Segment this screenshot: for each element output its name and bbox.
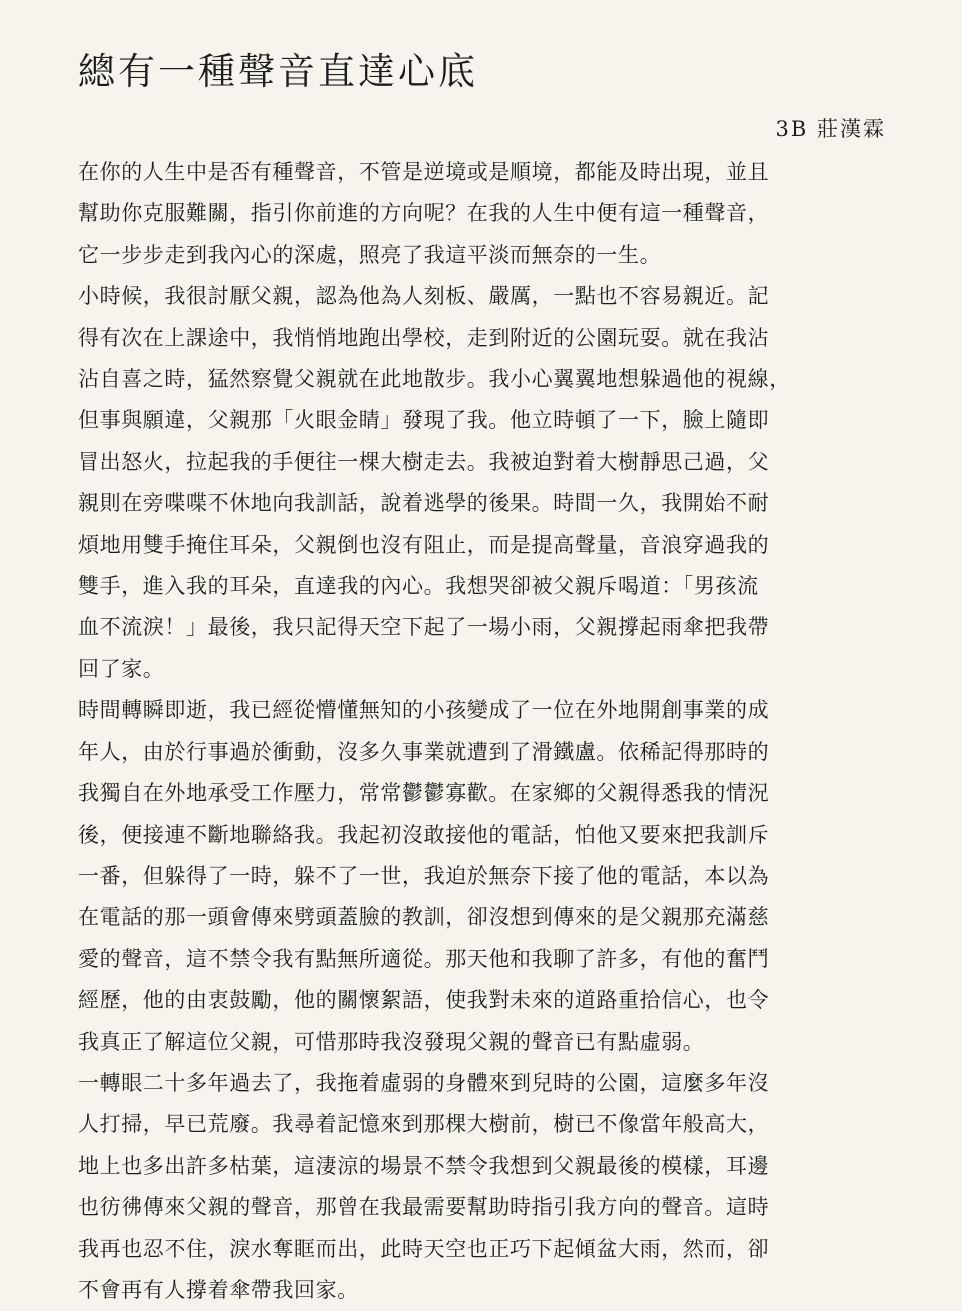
paragraph-1: 在你的人生中是否有種聲音，不管是逆境或是順境，都能及時出現，並且 幫助你克服難關，指引你前進的方向呢？在我的人生中便有這一種聲音， 它一步步走到我內心的深處，照亮了我這平淡而無奈的一生。: [78, 160, 770, 267]
author-byline: 3B 莊漢霖: [775, 117, 886, 141]
paragraph-2: 小時候，我很討厭父親，認為他為人刻板、嚴厲，一點也不容易親近。記 得有次在上課途中，我悄悄地跑出學校，走到附近的公園玩耍。就在我沾 沾自喜之時，猛然察覺父親就在此地散步。我小心翼翼地想躲過他的視線， 但事與願違，父親那「火眼金睛」發現了我。他立時頓了一下，臉上隨即 冒出怒火，拉起我的手便往一棵大樹走去。我被迫對着大樹靜思己過，父 親則在旁喋喋不休地向我訓話，說着逃學的後果。時間一久，我開始不耐 煩地用雙手掩住耳朵，父親倒也沒有阻止，而是提高聲量，音浪穿過我的 雙手，進入我的耳朵，直達我的內心。我想哭卻被父親斥喝道：「男孩流 血不流淚！」最後，我只記得天空下起了一場小雨，父親撐起雨傘把我帶 回了家。: [78, 284, 791, 681]
paragraph-3: 時間轉瞬即逝，我已經從懵懂無知的小孩變成了一位在外地開創事業的成 年人，由於行事過於衝動，沒多久事業就遭到了滑鐵盧。依稀記得那時的 我獨自在外地承受工作壓力，常常鬱鬱寡歡。在家鄉的父親得悉我的情況 後，便接連不斷地聯絡我。我起初沒敢接他的電話，怕他又要來把我訓斥 一番，但躲得了一時，躲不了一世，我迫於無奈下接了他的電話，本以為 在電話的那一頭會傳來劈頭蓋臉的教訓，卻沒想到傳來的是父親那充滿慈 愛的聲音，這不禁令我有點無所適從。那天他和我聊了許多，有他的奮鬥 經歷，他的由衷鼓勵，他的關懷絮語，使我對未來的道路重拾信心，也令 我真正了解這位父親，可惜那時我沒發現父親的聲音已有點虛弱。: [78, 698, 770, 1054]
essay-body: [78, 152, 892, 1311]
paragraph-4: 一轉眼二十多年過去了，我拖着虛弱的身體來到兒時的公園，這麼多年沒 人打掃，早已荒廢。我尋着記憶來到那棵大樹前，樹已不像當年般高大， 地上也多出許多枯葉，這淒涼的場景不禁令我想到父親最後的模樣，耳邊 也彷彿傳來父親的聲音，那曾在我最需要幫助時指引我方向的聲音。這時 我再也忍不住，淚水奪眶而出，此時天空也正巧下起傾盆大雨，然而，卻 不會再有人撐着傘帶我回家。: [78, 1070, 770, 1302]
essay-title: 總有一種聲音直達心底: [78, 50, 478, 93]
